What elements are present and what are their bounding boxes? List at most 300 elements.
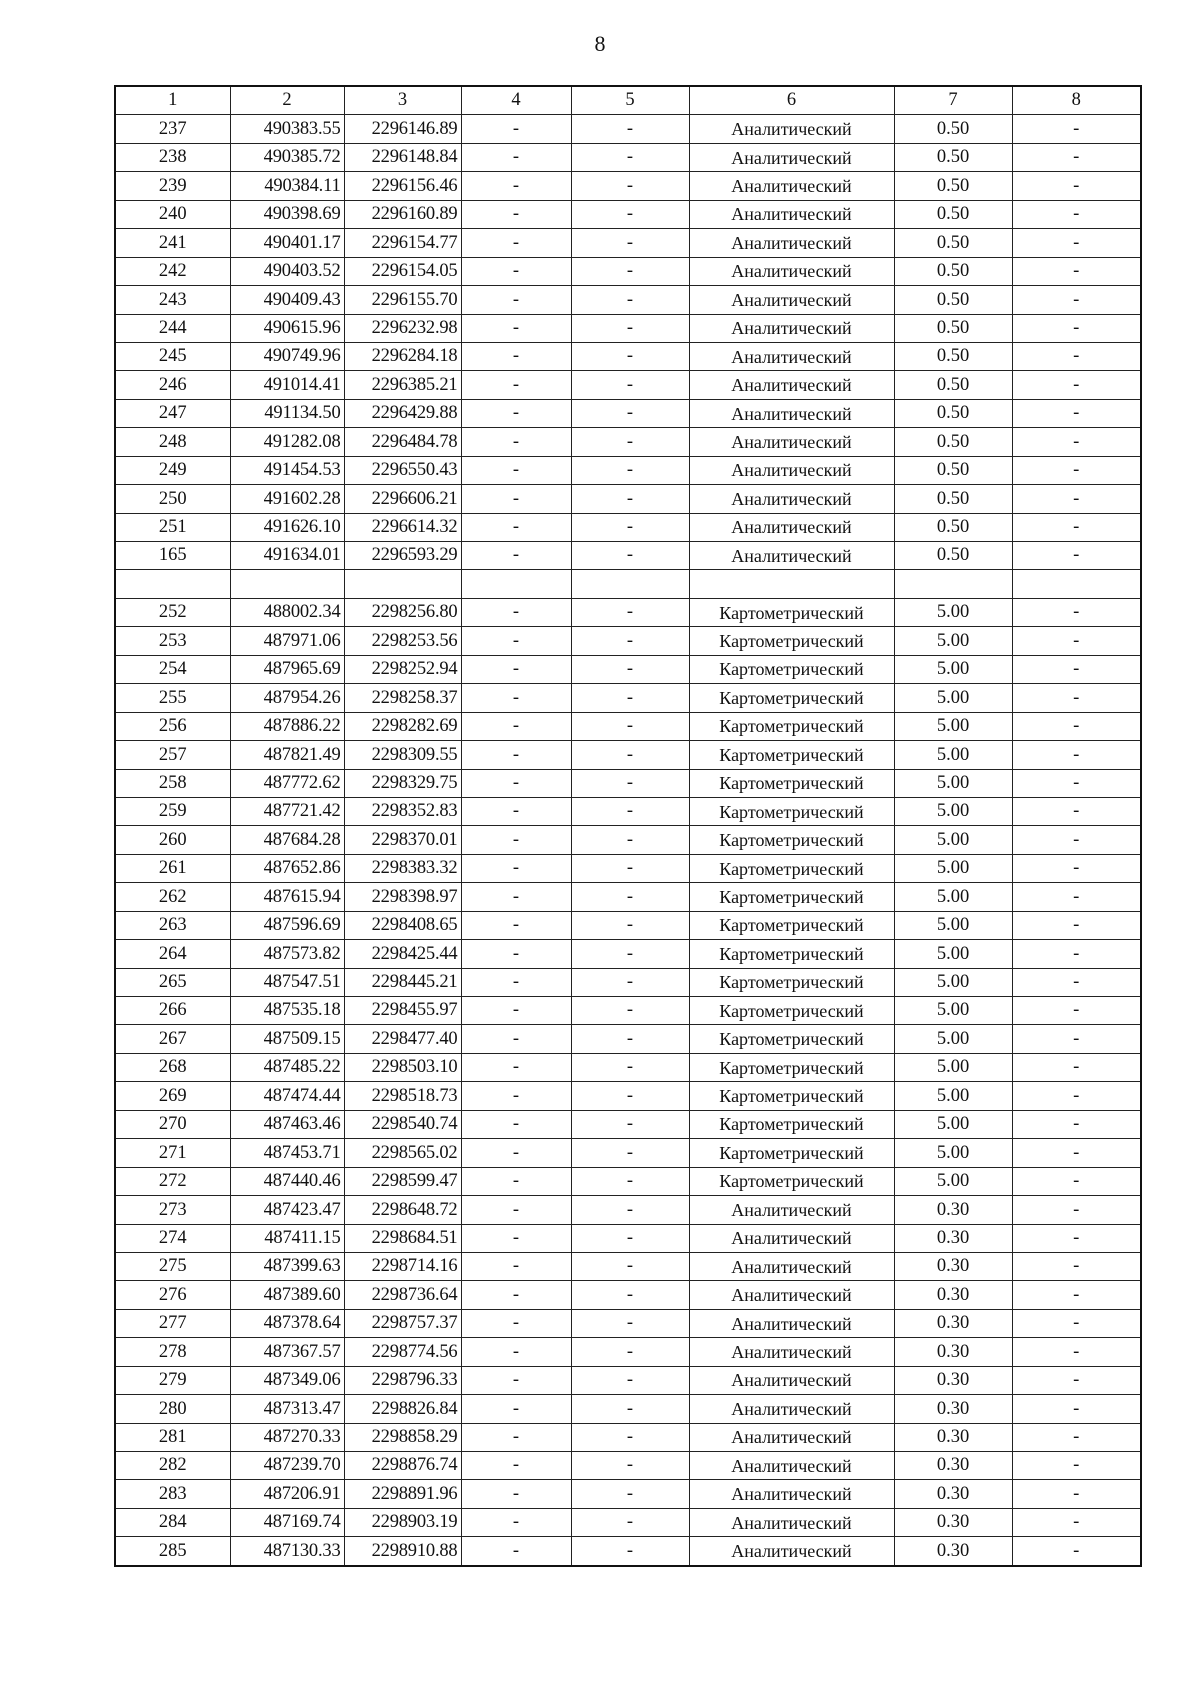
col4-cell: - [461,314,571,342]
method-cell: Аналитический [689,542,894,570]
y-coordinate-cell: 2298398.97 [344,883,461,911]
table-row [115,1309,1141,1337]
y-coordinate-cell: 2296154.77 [344,229,461,257]
x-coordinate-cell: 487954.26 [230,684,344,712]
point-number-cell: 280 [115,1395,230,1423]
col5-cell: - [571,1110,689,1138]
y-coordinate-cell: 2298503.10 [344,1053,461,1081]
point-number-cell: 239 [115,172,230,200]
col5-cell: - [571,1167,689,1195]
y-coordinate-cell: 2298352.83 [344,797,461,825]
col5-cell: - [571,172,689,200]
y-coordinate-cell: 2298370.01 [344,826,461,854]
y-coordinate-cell: 2296593.29 [344,542,461,570]
x-coordinate-cell: 491454.53 [230,456,344,484]
col5-cell: - [571,1423,689,1451]
col8-cell: - [1012,883,1141,911]
col5-cell: - [571,684,689,712]
point-number-cell: 282 [115,1452,230,1480]
accuracy-cell: 5.00 [894,769,1012,797]
col4-cell: - [461,1110,571,1138]
col4-cell: - [461,968,571,996]
col8-cell: - [1012,655,1141,683]
y-coordinate-cell: 2296154.05 [344,257,461,285]
point-number-cell: 262 [115,883,230,911]
method-cell: Картометрический [689,1110,894,1138]
col8-cell: - [1012,1167,1141,1195]
point-number-cell: 275 [115,1252,230,1280]
col5-cell: - [571,1025,689,1053]
accuracy-cell: 0.50 [894,200,1012,228]
table-row [115,1423,1141,1451]
x-coordinate-cell: 487399.63 [230,1252,344,1280]
table-row [115,286,1141,314]
method-cell: Аналитический [689,513,894,541]
column-header: 1 [115,86,230,115]
point-number-cell [115,570,230,598]
method-cell: Картометрический [689,1139,894,1167]
accuracy-cell: 0.50 [894,428,1012,456]
col8-cell: - [1012,200,1141,228]
col4-cell: - [461,1366,571,1394]
header-row [115,86,1141,115]
point-number-cell: 251 [115,513,230,541]
x-coordinate-cell: 487596.69 [230,911,344,939]
x-coordinate-cell: 487573.82 [230,940,344,968]
y-coordinate-cell: 2298891.96 [344,1480,461,1508]
x-coordinate-cell: 487684.28 [230,826,344,854]
method-cell: Аналитический [689,172,894,200]
point-number-cell: 263 [115,911,230,939]
x-coordinate-cell [230,570,344,598]
col4-cell: - [461,940,571,968]
col4-cell: - [461,1480,571,1508]
point-number-cell: 250 [115,485,230,513]
x-coordinate-cell: 487206.91 [230,1480,344,1508]
col8-cell: - [1012,314,1141,342]
point-number-cell: 274 [115,1224,230,1252]
col4-cell: - [461,1508,571,1536]
x-coordinate-cell: 491014.41 [230,371,344,399]
col4-cell: - [461,456,571,484]
accuracy-cell: 0.50 [894,115,1012,143]
point-number-cell: 237 [115,115,230,143]
accuracy-cell: 0.50 [894,143,1012,171]
col5-cell: - [571,1452,689,1480]
x-coordinate-cell: 490385.72 [230,143,344,171]
col5-cell: - [571,741,689,769]
col4-cell: - [461,1139,571,1167]
table-row [115,342,1141,370]
col5-cell: - [571,1366,689,1394]
y-coordinate-cell: 2298826.84 [344,1395,461,1423]
col5-cell: - [571,1252,689,1280]
col8-cell: - [1012,1366,1141,1394]
y-coordinate-cell: 2298455.97 [344,997,461,1025]
table-row [115,485,1141,513]
y-coordinate-cell: 2298648.72 [344,1196,461,1224]
table-row [115,655,1141,683]
point-number-cell: 269 [115,1082,230,1110]
y-coordinate-cell: 2298540.74 [344,1110,461,1138]
method-cell: Аналитический [689,314,894,342]
point-number-cell: 272 [115,1167,230,1195]
table-row [115,513,1141,541]
col4-cell: - [461,1082,571,1110]
x-coordinate-cell: 490401.17 [230,229,344,257]
y-coordinate-cell: 2298599.47 [344,1167,461,1195]
col5-cell: - [571,399,689,427]
y-coordinate-cell: 2298252.94 [344,655,461,683]
method-cell: Аналитический [689,115,894,143]
accuracy-cell: 0.30 [894,1508,1012,1536]
x-coordinate-cell: 487547.51 [230,968,344,996]
accuracy-cell: 0.30 [894,1452,1012,1480]
accuracy-cell: 0.30 [894,1480,1012,1508]
col5-cell: - [571,428,689,456]
y-coordinate-cell: 2298903.19 [344,1508,461,1536]
method-cell: Аналитический [689,1281,894,1309]
x-coordinate-cell: 490384.11 [230,172,344,200]
table-row [115,854,1141,882]
col8-cell: - [1012,1508,1141,1536]
x-coordinate-cell: 487367.57 [230,1338,344,1366]
point-number-cell: 258 [115,769,230,797]
col5-cell: - [571,826,689,854]
method-cell: Аналитический [689,456,894,484]
method-cell: Картометрический [689,968,894,996]
table-row [115,769,1141,797]
col8-cell: - [1012,542,1141,570]
column-header: 5 [571,86,689,115]
point-number-cell: 271 [115,1139,230,1167]
col8-cell: - [1012,1423,1141,1451]
table-row [115,570,1141,598]
method-cell: Аналитический [689,200,894,228]
col8-cell: - [1012,1224,1141,1252]
y-coordinate-cell: 2296429.88 [344,399,461,427]
table-row [115,997,1141,1025]
point-number-cell: 277 [115,1309,230,1337]
col8-cell: - [1012,854,1141,882]
col8-cell: - [1012,342,1141,370]
method-cell: Картометрический [689,684,894,712]
col5-cell: - [571,1139,689,1167]
y-coordinate-cell: 2298282.69 [344,712,461,740]
col4-cell: - [461,883,571,911]
accuracy-cell: 0.30 [894,1281,1012,1309]
method-cell: Аналитический [689,1508,894,1536]
method-cell: Картометрический [689,940,894,968]
col5-cell: - [571,1053,689,1081]
table-row [115,741,1141,769]
col8-cell: - [1012,399,1141,427]
y-coordinate-cell: 2298329.75 [344,769,461,797]
table-row [115,1452,1141,1480]
col5-cell: - [571,1338,689,1366]
col4-cell: - [461,1196,571,1224]
y-coordinate-cell: 2298858.29 [344,1423,461,1451]
y-coordinate-cell: 2298796.33 [344,1366,461,1394]
table-row [115,1281,1141,1309]
col8-cell: - [1012,911,1141,939]
col5-cell: - [571,911,689,939]
method-cell: Картометрический [689,826,894,854]
col5-cell: - [571,1281,689,1309]
col5-cell: - [571,655,689,683]
y-coordinate-cell: 2296614.32 [344,513,461,541]
accuracy-cell: 0.30 [894,1196,1012,1224]
col5-cell: - [571,1309,689,1337]
point-number-cell: 268 [115,1053,230,1081]
col4-cell: - [461,1252,571,1280]
table-row [115,1196,1141,1224]
table-row [115,229,1141,257]
col5-cell: - [571,1537,689,1566]
point-number-cell: 264 [115,940,230,968]
col5-cell: - [571,229,689,257]
col4-cell: - [461,598,571,626]
method-cell: Картометрический [689,627,894,655]
x-coordinate-cell: 487509.15 [230,1025,344,1053]
table-row [115,598,1141,626]
col5-cell: - [571,342,689,370]
point-number-cell: 254 [115,655,230,683]
col4-cell: - [461,428,571,456]
col4-cell: - [461,1537,571,1566]
accuracy-cell: 5.00 [894,1167,1012,1195]
y-coordinate-cell: 2298445.21 [344,968,461,996]
y-coordinate-cell: 2296146.89 [344,115,461,143]
method-cell: Картометрический [689,712,894,740]
page-number: 8 [594,31,606,56]
table-row [115,1395,1141,1423]
col8-cell: - [1012,371,1141,399]
col4-cell: - [461,911,571,939]
y-coordinate-cell: 2298757.37 [344,1309,461,1337]
accuracy-cell: 5.00 [894,997,1012,1025]
method-cell: Аналитический [689,257,894,285]
x-coordinate-cell: 491134.50 [230,399,344,427]
method-cell: Аналитический [689,485,894,513]
y-coordinate-cell: 2296606.21 [344,485,461,513]
y-coordinate-cell [344,570,461,598]
column-header: 2 [230,86,344,115]
accuracy-cell: 5.00 [894,655,1012,683]
col5-cell: - [571,456,689,484]
accuracy-cell: 5.00 [894,1082,1012,1110]
table-row [115,371,1141,399]
col5-cell: - [571,143,689,171]
col4-cell: - [461,143,571,171]
x-coordinate-cell: 491602.28 [230,485,344,513]
x-coordinate-cell: 490409.43 [230,286,344,314]
x-coordinate-cell: 487130.33 [230,1537,344,1566]
y-coordinate-cell: 2298383.32 [344,854,461,882]
accuracy-cell: 0.30 [894,1395,1012,1423]
y-coordinate-cell: 2298774.56 [344,1338,461,1366]
point-number-cell: 246 [115,371,230,399]
y-coordinate-cell: 2296484.78 [344,428,461,456]
col4-cell: - [461,399,571,427]
x-coordinate-cell: 487721.42 [230,797,344,825]
point-number-cell: 267 [115,1025,230,1053]
col8-cell: - [1012,172,1141,200]
accuracy-cell: 0.30 [894,1309,1012,1337]
y-coordinate-cell: 2298910.88 [344,1537,461,1566]
table-row [115,1025,1141,1053]
point-number-cell: 253 [115,627,230,655]
table-row [115,1366,1141,1394]
x-coordinate-cell: 487453.71 [230,1139,344,1167]
table-row [115,314,1141,342]
method-cell: Аналитический [689,143,894,171]
method-cell: Аналитический [689,1252,894,1280]
y-coordinate-cell: 2296155.70 [344,286,461,314]
y-coordinate-cell: 2296148.84 [344,143,461,171]
x-coordinate-cell: 487378.64 [230,1309,344,1337]
accuracy-cell: 0.30 [894,1423,1012,1451]
col5-cell: - [571,1395,689,1423]
accuracy-cell: 5.00 [894,1110,1012,1138]
y-coordinate-cell: 2296160.89 [344,200,461,228]
point-number-cell: 242 [115,257,230,285]
col4-cell: - [461,1395,571,1423]
point-number-cell: 243 [115,286,230,314]
col4-cell: - [461,286,571,314]
col8-cell: - [1012,940,1141,968]
col8-cell: - [1012,598,1141,626]
accuracy-cell: 5.00 [894,1025,1012,1053]
x-coordinate-cell: 487270.33 [230,1423,344,1451]
col4-cell: - [461,826,571,854]
point-number-cell: 284 [115,1508,230,1536]
col4-cell: - [461,627,571,655]
col8-cell: - [1012,1281,1141,1309]
col8-cell: - [1012,1480,1141,1508]
y-coordinate-cell: 2298876.74 [344,1452,461,1480]
col5-cell: - [571,769,689,797]
col8-cell: - [1012,1537,1141,1566]
col4-cell: - [461,115,571,143]
point-number-cell: 256 [115,712,230,740]
col4-cell: - [461,684,571,712]
x-coordinate-cell: 487474.44 [230,1082,344,1110]
col8-cell [1012,570,1141,598]
method-cell: Картометрический [689,854,894,882]
method-cell: Картометрический [689,1025,894,1053]
accuracy-cell: 5.00 [894,712,1012,740]
table-row [115,1053,1141,1081]
x-coordinate-cell: 490383.55 [230,115,344,143]
table-row [115,1082,1141,1110]
method-cell: Аналитический [689,371,894,399]
x-coordinate-cell: 487965.69 [230,655,344,683]
point-number-cell: 281 [115,1423,230,1451]
method-cell: Аналитический [689,1537,894,1566]
table-body [115,115,1141,1566]
method-cell: Аналитический [689,1309,894,1337]
col8-cell: - [1012,1082,1141,1110]
accuracy-cell: 0.50 [894,513,1012,541]
col8-cell: - [1012,1053,1141,1081]
point-number-cell: 244 [115,314,230,342]
method-cell: Аналитический [689,1338,894,1366]
table-row [115,940,1141,968]
col4-cell [461,570,571,598]
col5-cell: - [571,627,689,655]
accuracy-cell: 0.50 [894,342,1012,370]
x-coordinate-cell: 487652.86 [230,854,344,882]
accuracy-cell: 5.00 [894,968,1012,996]
accuracy-cell [894,570,1012,598]
col4-cell: - [461,1224,571,1252]
column-header: 8 [1012,86,1141,115]
col4-cell: - [461,257,571,285]
x-coordinate-cell: 487615.94 [230,883,344,911]
y-coordinate-cell: 2298736.64 [344,1281,461,1309]
col5-cell: - [571,997,689,1025]
x-coordinate-cell: 487169.74 [230,1508,344,1536]
accuracy-cell: 5.00 [894,826,1012,854]
col8-cell: - [1012,1252,1141,1280]
x-coordinate-cell: 491282.08 [230,428,344,456]
col5-cell: - [571,712,689,740]
y-coordinate-cell: 2296156.46 [344,172,461,200]
method-cell: Аналитический [689,1452,894,1480]
col4-cell: - [461,371,571,399]
col5-cell: - [571,542,689,570]
column-header: 3 [344,86,461,115]
accuracy-cell: 5.00 [894,1053,1012,1081]
x-coordinate-cell: 487485.22 [230,1053,344,1081]
point-number-cell: 266 [115,997,230,1025]
col4-cell: - [461,172,571,200]
col8-cell: - [1012,1196,1141,1224]
col4-cell: - [461,1053,571,1081]
point-number-cell: 252 [115,598,230,626]
col4-cell: - [461,200,571,228]
x-coordinate-cell: 487389.60 [230,1281,344,1309]
col5-cell [571,570,689,598]
y-coordinate-cell: 2298684.51 [344,1224,461,1252]
point-number-cell: 260 [115,826,230,854]
accuracy-cell: 0.50 [894,314,1012,342]
col5-cell: - [571,1224,689,1252]
y-coordinate-cell: 2298518.73 [344,1082,461,1110]
col5-cell: - [571,257,689,285]
point-number-cell: 279 [115,1366,230,1394]
col8-cell: - [1012,456,1141,484]
table-row [115,456,1141,484]
x-coordinate-cell: 487886.22 [230,712,344,740]
column-header: 4 [461,86,571,115]
column-header: 7 [894,86,1012,115]
table-row [115,1139,1141,1167]
accuracy-cell: 0.50 [894,172,1012,200]
col8-cell: - [1012,1395,1141,1423]
col4-cell: - [461,1167,571,1195]
col4-cell: - [461,1309,571,1337]
x-coordinate-cell: 487772.62 [230,769,344,797]
col8-cell: - [1012,627,1141,655]
method-cell: Картометрический [689,741,894,769]
col4-cell: - [461,229,571,257]
table-row [115,712,1141,740]
table-row [115,627,1141,655]
accuracy-cell: 5.00 [894,598,1012,626]
col5-cell: - [571,485,689,513]
